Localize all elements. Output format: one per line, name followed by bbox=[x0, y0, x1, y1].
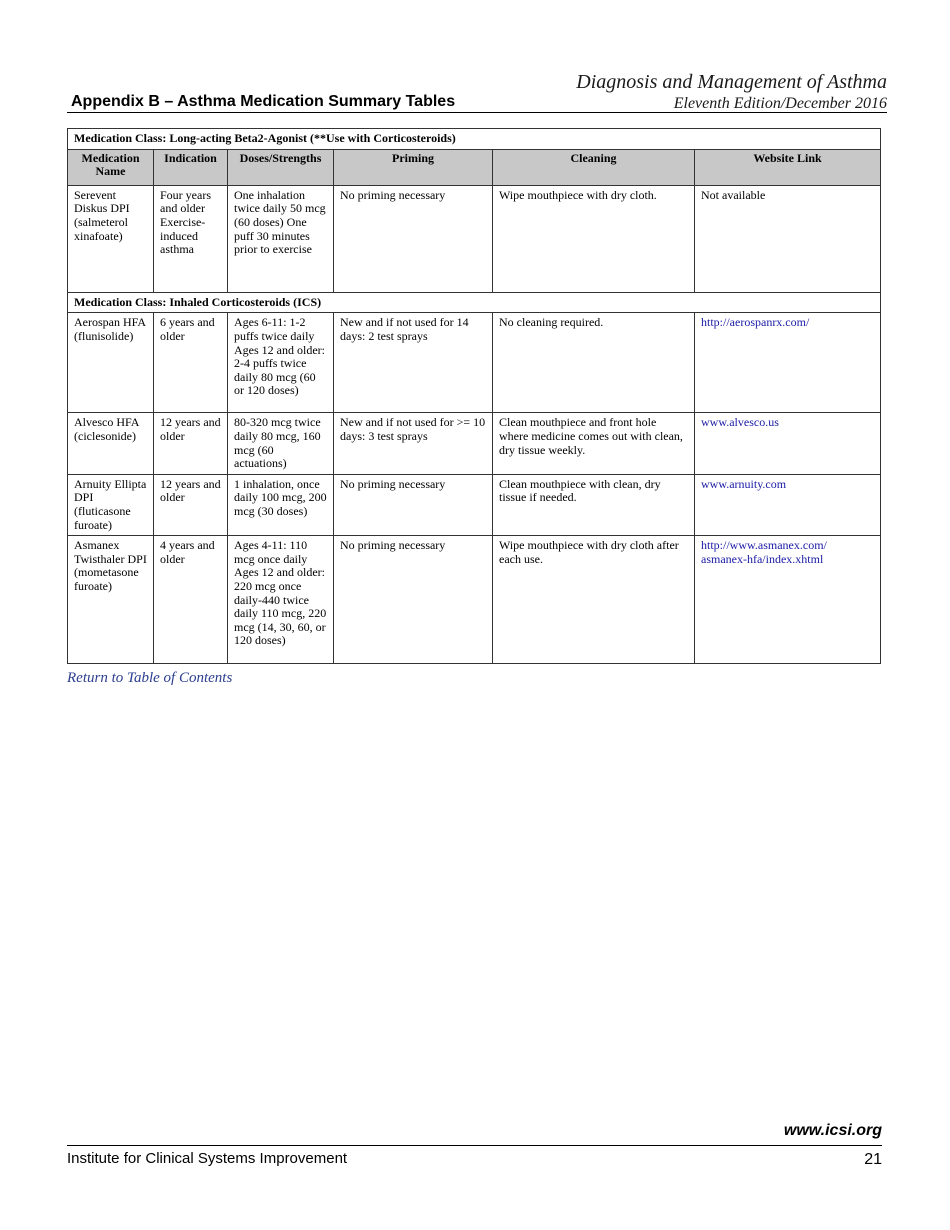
priming: No priming necessary bbox=[334, 536, 493, 664]
indication: 12 years and older bbox=[154, 474, 228, 535]
medication-name: Serevent Diskus DPI (salmeterol xinafoate) bbox=[68, 185, 154, 292]
website-link[interactable]: www.alvesco.us bbox=[701, 415, 779, 430]
priming: No priming necessary bbox=[334, 474, 493, 535]
website-cell bbox=[695, 185, 881, 292]
website-cell bbox=[695, 313, 881, 413]
document-header bbox=[576, 70, 887, 114]
cleaning: Clean mouthpiece with clean, dry tissue if needed. bbox=[493, 474, 695, 535]
website-link[interactable]: http://aerospanrx.com/ bbox=[701, 315, 810, 330]
col-header-cleaning: Cleaning bbox=[493, 149, 695, 185]
table-row bbox=[68, 313, 881, 413]
medication-name: Arnuity Ellipta DPI (fluticasone furoate) bbox=[68, 474, 154, 535]
website-text: Not available bbox=[701, 187, 766, 202]
doses: One inhalation twice daily 50 mcg (60 doses) One puff 30 minutes prior to exercise bbox=[228, 185, 334, 292]
table-row bbox=[68, 474, 881, 535]
table-row bbox=[68, 413, 881, 474]
col-header-priming: Priming bbox=[334, 149, 493, 185]
header-divider bbox=[67, 112, 887, 113]
col-header-indication: Indication bbox=[154, 149, 228, 185]
priming: No priming necessary bbox=[334, 185, 493, 292]
medication-name: Asmanex Twisthaler DPI (mometasone furoate) bbox=[68, 536, 154, 664]
website-link[interactable]: www.arnuity.com bbox=[701, 476, 787, 491]
document-title: Diagnosis and Management of Asthma bbox=[576, 71, 887, 93]
cleaning: Wipe mouthpiece with dry cloth. bbox=[493, 185, 695, 292]
doses: 1 inhalation, once daily 100 mcg, 200 mcg (30 doses) bbox=[228, 474, 334, 535]
column-header-row bbox=[68, 149, 881, 185]
document-edition: Eleventh Edition/December 2016 bbox=[673, 95, 887, 112]
indication: 6 years and older bbox=[154, 313, 228, 413]
class-label: Medication Class: Inhaled Corticosteroids (ICS) bbox=[68, 292, 881, 313]
return-to-toc-link[interactable]: Return to Table of Contents bbox=[67, 670, 233, 686]
class-row bbox=[68, 292, 881, 313]
cleaning: Clean mouthpiece and front hole where medicine comes out with clean, dry tissue weekly. bbox=[493, 413, 695, 474]
indication: Four years and older Exercise-induced asthma bbox=[154, 185, 228, 292]
website-cell bbox=[695, 413, 881, 474]
priming: New and if not used for >= 10 days: 3 test sprays bbox=[334, 413, 493, 474]
website-cell bbox=[695, 474, 881, 535]
medication-name: Aerospan HFA (flunisolide) bbox=[68, 313, 154, 413]
section-title: Appendix B – Asthma Medication Summary Tables bbox=[71, 93, 456, 110]
col-header-doses: Doses/Strengths bbox=[228, 149, 334, 185]
table-row bbox=[68, 185, 881, 292]
col-header-name: Medication Name bbox=[68, 149, 154, 185]
website-cell bbox=[695, 536, 881, 664]
doses: 80-320 mcg twice daily 80 mcg, 160 mcg (60 actuations) bbox=[228, 413, 334, 474]
footer-url: www.icsi.org bbox=[783, 1122, 882, 1139]
page-number: 21 bbox=[864, 1151, 882, 1168]
indication: 4 years and older bbox=[154, 536, 228, 664]
cleaning: No cleaning required. bbox=[493, 313, 695, 413]
medication-table bbox=[67, 128, 881, 664]
footer-divider bbox=[67, 1145, 882, 1146]
col-header-website: Website Link bbox=[695, 149, 881, 185]
doses: Ages 6-11: 1-2 puffs twice daily Ages 12 and older: 2-4 puffs twice daily 80 mcg (60 or 120 doses) bbox=[228, 313, 334, 413]
medication-name: Alvesco HFA (ciclesonide) bbox=[68, 413, 154, 474]
cleaning: Wipe mouthpiece with dry cloth after each use. bbox=[493, 536, 695, 664]
footer-organization: Institute for Clinical Systems Improvement bbox=[67, 1150, 348, 1167]
website-link-continued[interactable]: asmanex-hfa/index.xhtml bbox=[701, 551, 824, 566]
doses: Ages 4-11: 110 mcg once daily Ages 12 and older: 220 mcg once daily-440 twice daily 110 mcg, 220 mcg (14, 30, 60, or 120 doses) bbox=[228, 536, 334, 664]
website-link[interactable]: http://www.asmanex.com/ bbox=[701, 538, 827, 553]
priming: New and if not used for 14 days: 2 test sprays bbox=[334, 313, 493, 413]
class-row bbox=[68, 129, 881, 150]
indication: 12 years and older bbox=[154, 413, 228, 474]
table-row bbox=[68, 536, 881, 664]
class-label: Medication Class: Long-acting Beta2-Agonist (**Use with Corticosteroids) bbox=[68, 129, 881, 150]
